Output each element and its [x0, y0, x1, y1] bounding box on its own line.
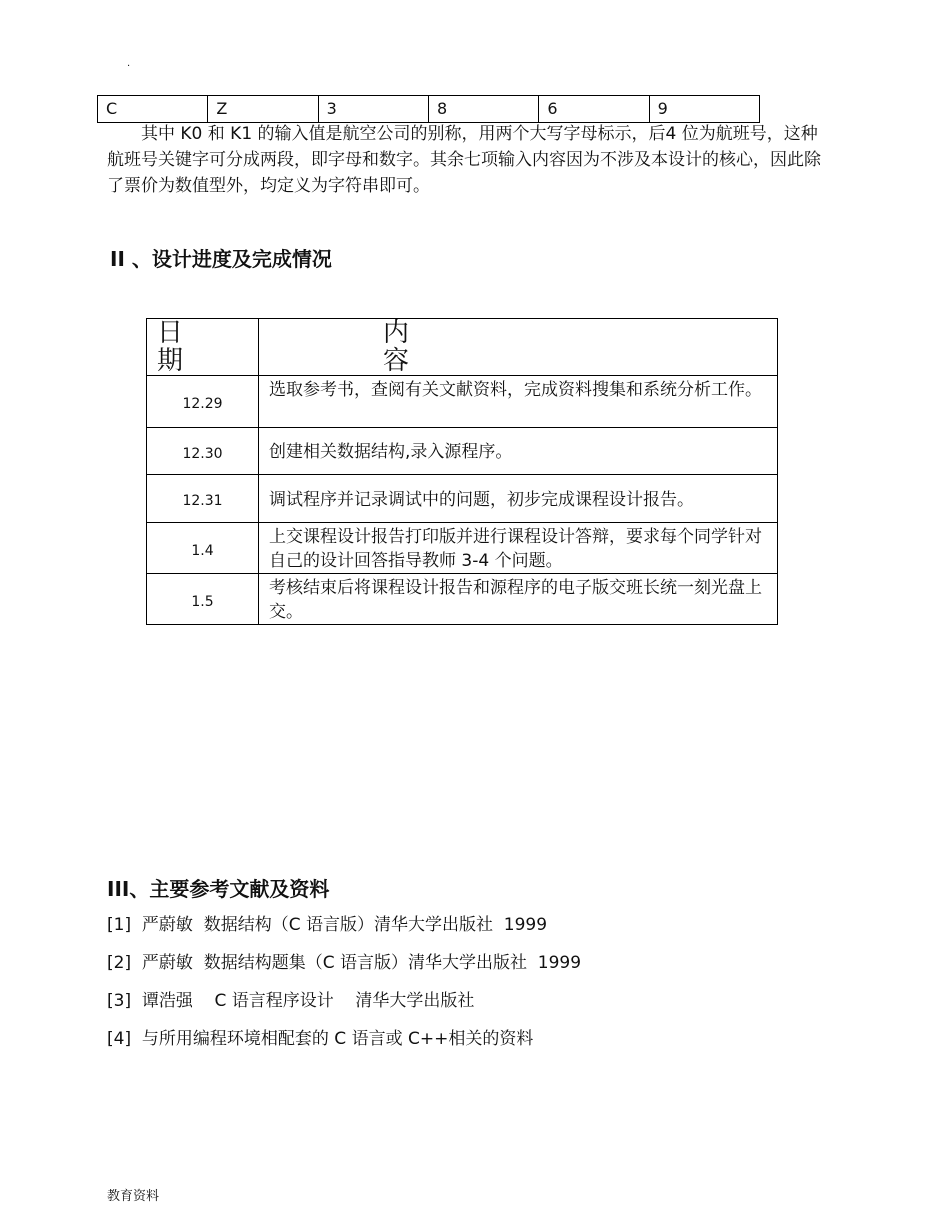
row-date: 12.30 [147, 428, 259, 475]
row-date: 12.31 [147, 475, 259, 523]
schedule-table [146, 318, 778, 625]
row-content: 考核结束后将课程设计报告和源程序的电子版交班长统一刻光盘上交。 [259, 574, 778, 625]
key-cell: 3 [318, 96, 428, 123]
paragraph-text: 其中 K0 和 K1 的输入值是航空公司的别称，用两个大写字母标示，后4 位为航班号，这种航班号关键字可分成两段，即字母和数字。其余七项输入内容因为不涉及本设计的核心，因此除了票价为数值型外，均定义为字符串即可。 [107, 124, 821, 196]
page-footer: 教育资料 [107, 1189, 160, 1204]
row-content: 创建相关数据结构,录入源程序。 [259, 428, 778, 475]
list-item: [4] 与所用编程环境相配套的 C 语言或 C++相关的资料 [107, 1029, 534, 1049]
table-row [147, 475, 778, 523]
table-row [147, 428, 778, 475]
list-item: [3] 谭浩强 C 语言程序设计 清华大学出版社 [107, 991, 475, 1011]
key-cell: 6 [539, 96, 649, 123]
table-row [147, 574, 778, 625]
key-cell: Z [208, 96, 318, 123]
table-row [98, 96, 760, 123]
key-cell: 9 [649, 96, 759, 123]
key-cell: C [98, 96, 208, 123]
section-2-title: II 、设计进度及完成情况 [110, 247, 332, 271]
header-date: 日期 [147, 319, 259, 376]
table-row [147, 523, 778, 574]
table-header-row [147, 319, 778, 376]
reference-list [107, 913, 581, 1065]
section-3-title: III、主要参考文献及资料 [107, 877, 330, 901]
list-item: [2] 严蔚敏 数据结构题集（C 语言版）清华大学出版社 1999 [107, 953, 582, 973]
table-row [147, 376, 778, 428]
row-content: 选取参考书，查阅有关文献资料，完成资料搜集和系统分析工作。 [259, 376, 778, 428]
row-content: 调试程序并记录调试中的问题，初步完成课程设计报告。 [259, 475, 778, 523]
row-date: 1.4 [147, 523, 259, 574]
row-content: 上交课程设计报告打印版并进行课程设计答辩，要求每个同学针对自己的设计回答指导教师 3-4 个问题。 [259, 523, 778, 574]
description-paragraph [107, 121, 827, 199]
header-content: 内容 [259, 319, 778, 376]
key-cell: 8 [428, 96, 538, 123]
page-marker-dot: . [127, 58, 131, 69]
list-item: [1] 严蔚敏 数据结构（C 语言版）清华大学出版社 1999 [107, 915, 548, 935]
row-date: 1.5 [147, 574, 259, 625]
flight-key-table [97, 95, 760, 123]
row-date: 12.29 [147, 376, 259, 428]
